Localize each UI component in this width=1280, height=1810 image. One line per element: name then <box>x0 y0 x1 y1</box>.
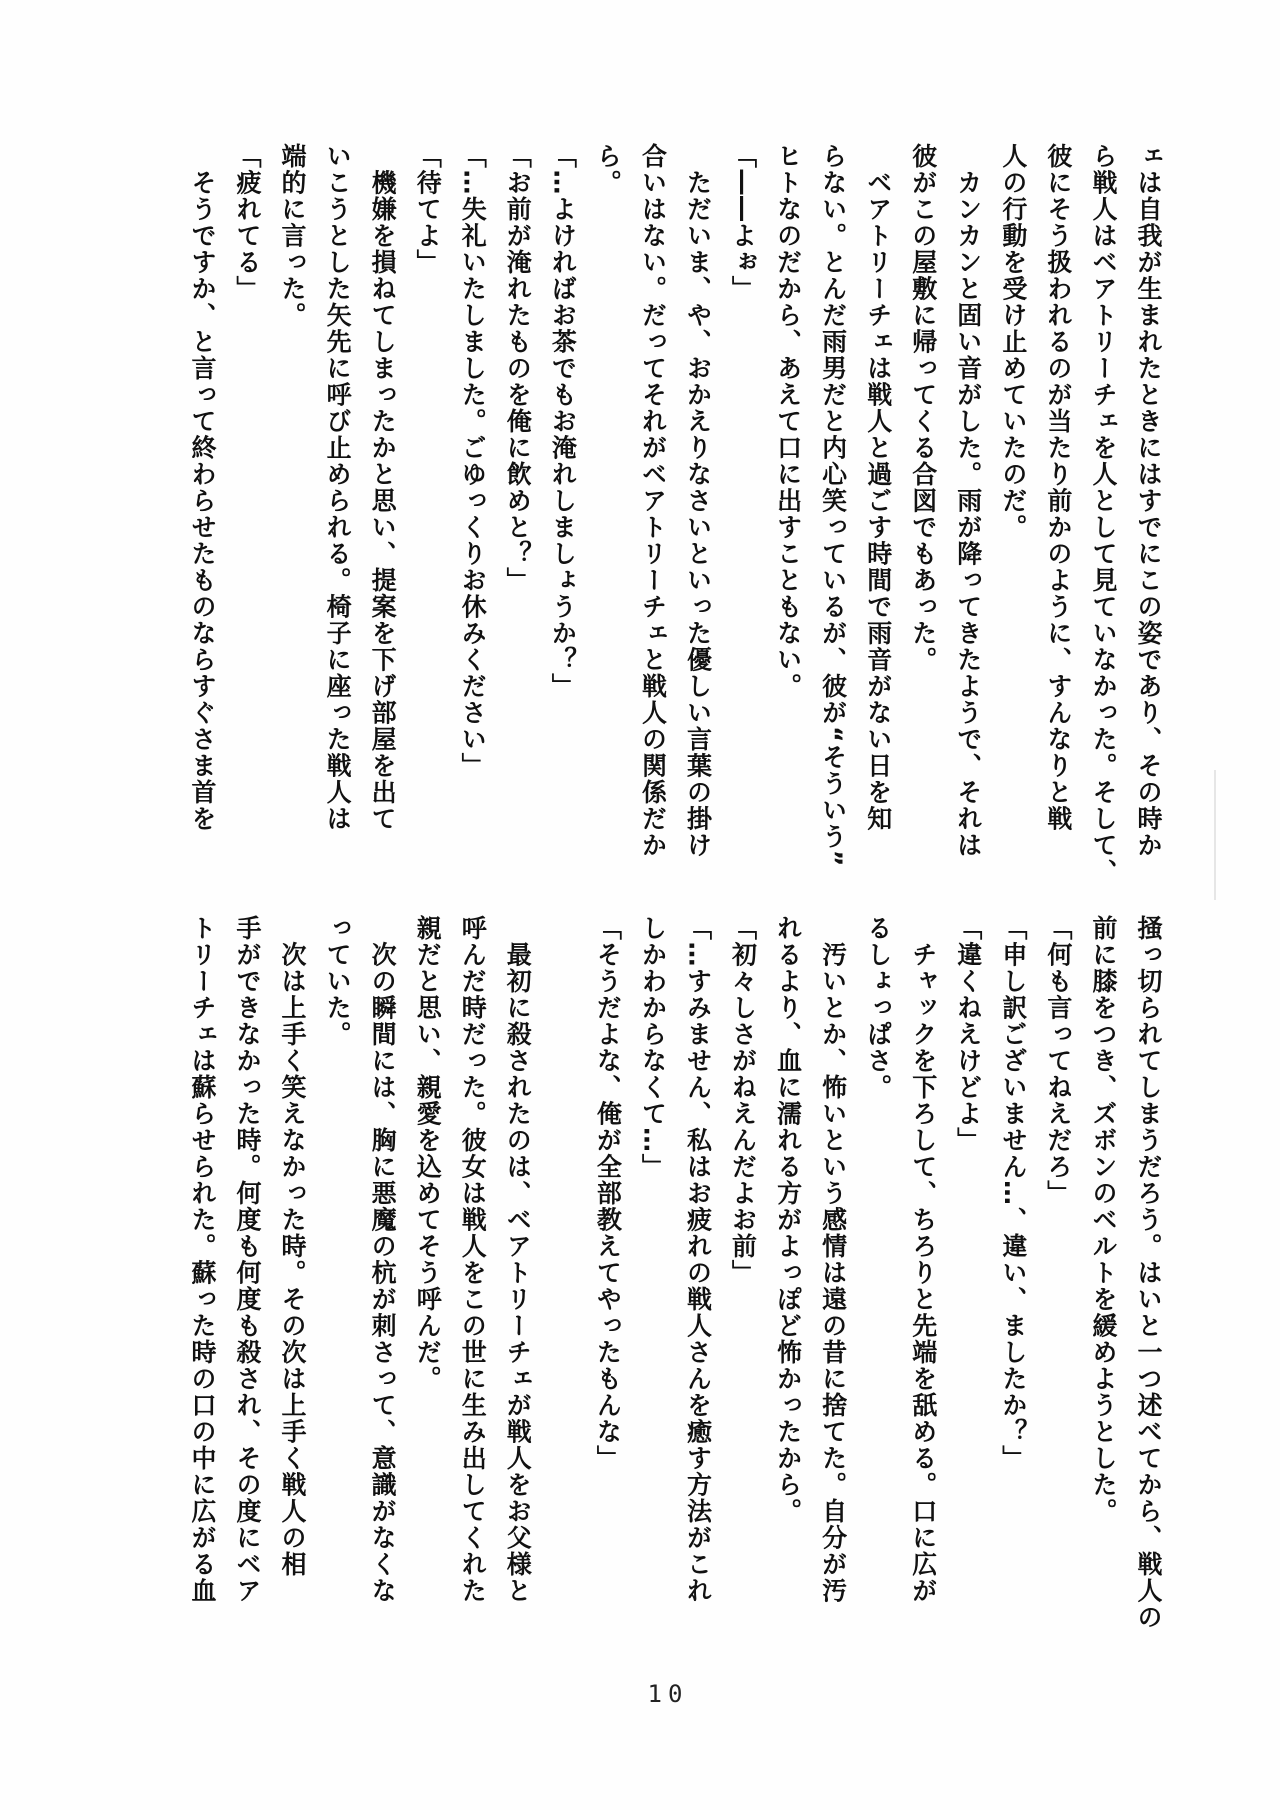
text-column: しかわからなくて…」 <box>638 915 668 1180</box>
text-column: 「違くねえけどよ」 <box>953 915 983 1154</box>
text-column: ただいま、や、おかえりなさいといった優しい言葉の掛け <box>683 143 713 859</box>
text-column: 「そうだよな、俺が全部教えてやったもんな」 <box>593 915 623 1472</box>
text-column: らない。とんだ雨男だと内心笑っているが、彼が“そういう” <box>818 143 848 868</box>
text-column: 前に膝をつき、ズボンのベルトを緩めようとした。 <box>1088 915 1118 1525</box>
text-column: れるより、血に濡れる方がよっぽど怖かったから。 <box>773 915 803 1525</box>
text-column: そうですか、と言って終わらせたものならすぐさま首を <box>187 143 217 832</box>
text-column: 親だと思い、親愛を込めてそう呼んだ。 <box>413 915 443 1392</box>
text-column: 手ができなかった時。何度も何度も殺され、その度にベア <box>233 915 262 1604</box>
text-column: 「お前が淹れたものを俺に飲めと？」 <box>503 143 533 594</box>
text-column: 人の行動を受け止めていたのだ。 <box>998 143 1028 541</box>
text-column: 「待てよ」 <box>413 143 443 276</box>
text-column: 端的に言った。 <box>278 143 308 329</box>
text-column: 「――よぉ」 <box>728 143 758 302</box>
text-column: 汚いとか、怖いという感情は遠の昔に捨てた。自分が汚 <box>818 915 848 1604</box>
page-number: 10 <box>647 1680 689 1708</box>
text-column: ェは自我が生まれたときにはすでにこの姿であり、その時か <box>1134 143 1163 859</box>
text-column: 次の瞬間には、胸に悪魔の杭が刺さって、意識がなくな <box>368 915 398 1604</box>
text-column: 彼がこの屋敷に帰ってくる合図でもあった。 <box>908 143 938 673</box>
text-column: ら戦人はベアトリーチェを人として見ていなかった。そして、 <box>1088 143 1118 885</box>
text-column: 「初々しさがねえんだよお前」 <box>728 915 758 1286</box>
text-column: 機嫌を損ねてしまったかと思い、提案を下げ部屋を出て <box>368 143 398 832</box>
text-column: 次は上手く笑えなかった時。その次は上手く戦人の相 <box>278 915 308 1578</box>
text-column: ヒトなのだから、あえて口に出すこともない。 <box>773 143 803 700</box>
scan-edge-mark <box>1214 770 1216 900</box>
text-column: ら。 <box>593 143 623 196</box>
text-column: 掻っ切られてしまうだろう。はいと一つ述べてから、戦人の <box>1134 915 1163 1631</box>
text-column: 「…すみません、私はお疲れの戦人さんを癒す方法がこれ <box>683 915 713 1604</box>
text-column: 呼んだ時だった。彼女は戦人をこの世に生み出してくれた <box>458 915 488 1604</box>
text-column: 「疲れてる」 <box>233 143 262 302</box>
text-column: いこうとした矢先に呼び止められる。椅子に座った戦人は <box>323 143 353 832</box>
text-column: 「申し訳ございません…、違い、ましたか？」 <box>998 915 1028 1472</box>
text-column: チャックを下ろして、ちろりと先端を舐める。口に広が <box>908 915 938 1604</box>
text-column: 彼にそう扱われるのが当たり前かのように、すんなりと戦 <box>1043 143 1073 832</box>
text-column: ベアトリーチェは戦人と過ごす時間で雨音がない日を知 <box>863 143 893 832</box>
text-column: カンカンと固い音がした。雨が降ってきたようで、それは <box>953 143 983 859</box>
text-column: 合いはない。だってそれがベアトリーチェと戦人の関係だか <box>638 143 668 859</box>
text-column: 「…失礼いたしました。ごゆっくりお休みください」 <box>458 143 488 779</box>
text-column: るしょっぱさ。 <box>863 915 893 1101</box>
text-column: トリーチェは蘇らせられた。蘇った時の口の中に広がる血 <box>187 915 217 1604</box>
text-column: 最初に殺されたのは、ベアトリーチェが戦人をお父様と <box>503 915 533 1604</box>
text-column: 「…よければお茶でもお淹れしましょうか？」 <box>548 143 578 700</box>
text-column: 「何も言ってねえだろ」 <box>1043 915 1073 1207</box>
text-column: っていた。 <box>323 915 353 1048</box>
